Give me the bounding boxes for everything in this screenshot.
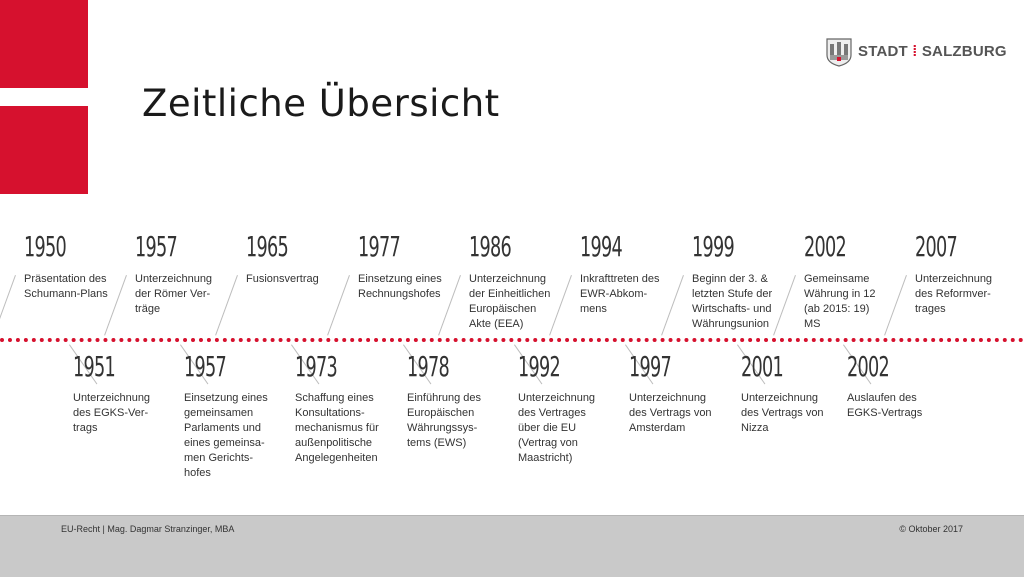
event-year: 2001 bbox=[741, 350, 784, 383]
event-year: 1992 bbox=[518, 350, 561, 383]
red-accent-block-bottom bbox=[0, 106, 88, 194]
red-accent-block-top bbox=[0, 0, 88, 88]
event-year: 2002 bbox=[804, 230, 847, 263]
event-description: Unterzeichnung der Römer Ver- träge bbox=[135, 273, 213, 315]
event-year: 1951 bbox=[73, 350, 116, 383]
city-crest-icon bbox=[826, 35, 852, 67]
event-description: Unterzeichnung des Reformver- trages bbox=[915, 273, 993, 315]
logo-text-stadt: STADT bbox=[858, 42, 908, 60]
logo-text-salzburg: SALZBURG bbox=[921, 42, 1007, 60]
logo-separator: ⁞ bbox=[907, 42, 922, 60]
timeline-tick bbox=[0, 275, 16, 335]
event-year: 1986 bbox=[469, 230, 512, 263]
event-year: 1965 bbox=[246, 230, 289, 263]
event-description: Einsetzung eines gemeinsamen Parlaments und eines gemeinsa- men Gerichts- hofes bbox=[184, 392, 268, 479]
event-description: Fusionsvertrag bbox=[246, 273, 319, 285]
event-description: Präsentation des Schumann-Plans bbox=[24, 273, 108, 300]
footer-author: EU-Recht | Mag. Dagmar Stranzinger, MBA bbox=[61, 524, 235, 534]
event-year: 1977 bbox=[358, 230, 401, 263]
event-description: Unterzeichnung des Vertrags von Nizza bbox=[741, 392, 824, 434]
event-description: Unterzeichnung des Vertrages über die EU (Vertrag von Maastricht) bbox=[518, 392, 596, 464]
event-description: Schaffung eines Konsultations- mechanismus für außenpolitische Angelegenheiten bbox=[295, 392, 379, 464]
event-description: Beginn der 3. & letzten Stufe der Wirtschafts- und Währungsunion bbox=[692, 273, 773, 330]
footer-date: © Oktober 2017 bbox=[899, 524, 963, 534]
event-year: 1999 bbox=[692, 230, 735, 263]
event-description: Einführung des Europäischen Währungssys- tems (EWS) bbox=[407, 392, 481, 449]
event-description: Unterzeichnung des EGKS-Ver- trags bbox=[73, 392, 151, 434]
event-year: 2002 bbox=[847, 350, 890, 383]
stadt-salzburg-logo bbox=[826, 34, 1007, 68]
event-year: 1994 bbox=[580, 230, 623, 263]
footer-bar bbox=[0, 515, 1024, 577]
event-year: 1957 bbox=[184, 350, 227, 383]
event-description: Auslaufen des EGKS-Vertrags bbox=[847, 392, 923, 419]
event-description: Unterzeichnung des Vertrags von Amsterdam bbox=[629, 392, 712, 434]
event-description: Unterzeichnung der Einheitlichen Europäischen Akte (EEA) bbox=[469, 273, 551, 330]
event-year: 1973 bbox=[295, 350, 338, 383]
event-description: Einsetzung eines Rechnungshofes bbox=[358, 273, 442, 300]
page-title: Zeitliche Übersicht bbox=[142, 82, 500, 125]
event-year: 1997 bbox=[629, 350, 672, 383]
event-description: Inkrafttreten des EWR-Abkom- mens bbox=[580, 273, 660, 315]
timeline-dotted-line bbox=[0, 338, 1024, 342]
event-year: 1957 bbox=[135, 230, 178, 263]
event-year: 1950 bbox=[24, 230, 67, 263]
event-description: Gemeinsame Währung in 12 (ab 2015: 19) MS bbox=[804, 273, 876, 330]
event-year: 2007 bbox=[915, 230, 958, 263]
event-year: 1978 bbox=[407, 350, 450, 383]
